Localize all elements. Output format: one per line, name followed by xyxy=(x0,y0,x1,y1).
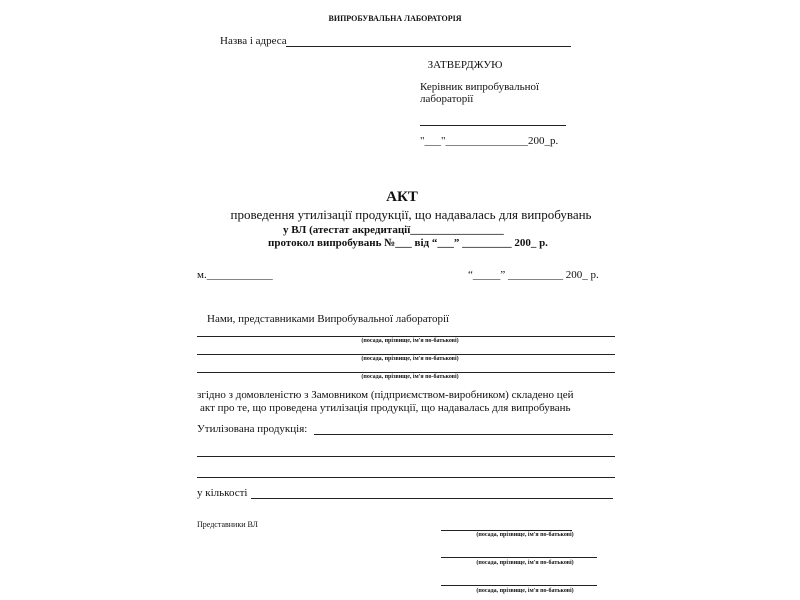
rep-line-1 xyxy=(197,336,615,337)
lab-title: ВИПРОБУВАЛЬНА ЛАБОРАТОРІЯ xyxy=(328,14,462,23)
agreement-line-2: акт про те, що проведена утилізація продукції, що надавалась для випробувань xyxy=(200,402,571,414)
signature-caption-3: (посада, прізвище, ім'я по-батькові) xyxy=(476,588,574,594)
city: м.____________ xyxy=(197,269,273,281)
signature-caption-2: (посада, прізвище, ім'я по-батькові) xyxy=(476,560,574,566)
agreement-line-1: згідно з домовленістю з Замовником (підприємством-виробником) складено цей xyxy=(197,389,574,401)
utilized-label: Утилізована продукція: xyxy=(197,423,308,435)
rep-caption-3: (посада, прізвище, ім'я по-батькові) xyxy=(361,374,459,380)
approval-date: "___"_______________200_р. xyxy=(420,135,559,147)
signature-line-2 xyxy=(441,557,597,558)
signature-line-3 xyxy=(441,585,597,586)
act-date: “_____” __________ 200_ р. xyxy=(468,269,599,281)
name-address-line xyxy=(286,46,571,47)
act-title: АКТ xyxy=(386,189,418,205)
quantity-label: у кількості xyxy=(197,487,248,499)
by-us-text: Нами, представниками Випробувальної лабораторії xyxy=(207,313,450,325)
act-subtitle: проведення утилізації продукції, що надавалась для випробувань xyxy=(230,207,592,222)
quantity-line xyxy=(251,498,613,499)
signature-caption-1: (посада, прізвище, ім'я по-батькові) xyxy=(476,532,574,538)
rep-line-2 xyxy=(197,354,615,355)
head-signature-line xyxy=(420,125,566,126)
name-address-label: Назва і адреса xyxy=(220,35,287,47)
head-title-1: Керівник випробувальної xyxy=(420,81,540,93)
signature-line-1 xyxy=(441,530,572,531)
utilized-line-3 xyxy=(197,477,615,478)
representatives-label: Представники ВЛ xyxy=(197,520,258,529)
head-title-2: лабораторії xyxy=(420,93,474,105)
approve-heading: ЗАТВЕРДЖУЮ xyxy=(427,59,503,71)
utilized-line-2 xyxy=(197,456,615,457)
utilized-line xyxy=(314,434,613,435)
protocol: протокол випробувань №___ від “___” _________ 200_ р. xyxy=(268,237,548,249)
rep-caption-1: (посада, прізвище, ім'я по-батькові) xyxy=(361,338,459,344)
rep-line-3 xyxy=(197,372,615,373)
rep-caption-2: (посада, прізвище, ім'я по-батькові) xyxy=(361,356,459,362)
accreditation: у ВЛ (атестат акредитації_________________ xyxy=(283,224,504,236)
